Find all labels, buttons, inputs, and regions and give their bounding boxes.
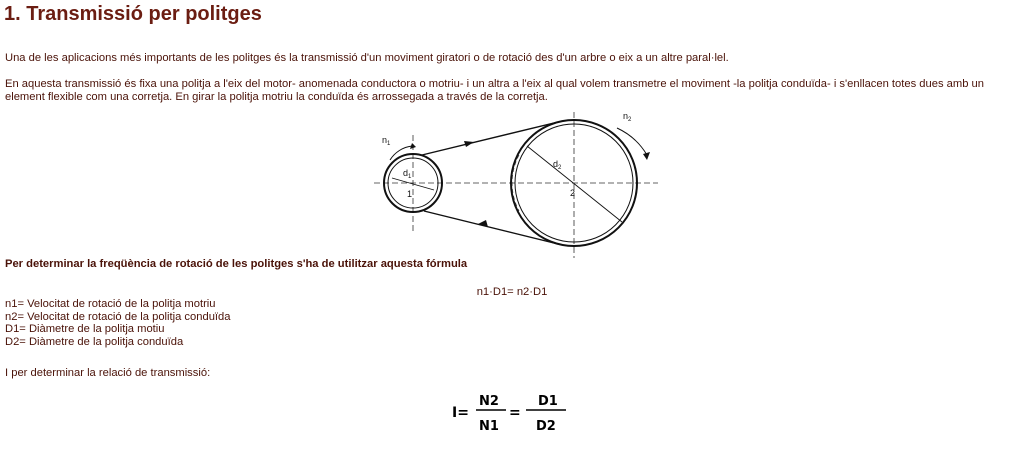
ratio-intro: I per determinar la relació de transmissió: (5, 367, 211, 379)
description-paragraph: En aquesta transmissió és fixa una politja a l'eix del motor- anomenada conductora o motriu- i un altra a l'eix al qual volem transmetre el moviment -la politja conduïda- i s'enllacen totes dues amb un element flexible com una corretja. En girar la politja motriu la conduïda és arrossegada a través de la corretja. (5, 78, 984, 103)
page-title: 1. Transmissió per politges (4, 3, 262, 25)
ratio-den-n1: N1 (479, 419, 499, 434)
ratio-den-d2: D2 (536, 419, 556, 434)
variable-n1: n1= Velocitat de rotació de la politja motriu (5, 298, 216, 310)
variable-d2: D2= Diàmetre de la politja conduïda (5, 335, 184, 348)
label-center-2: 2 (570, 188, 576, 198)
variable-n2: n2= Velocitat de rotació de la politja conduïda (5, 310, 231, 323)
ratio-num-n2: N2 (479, 394, 499, 409)
label-n2: $n_2$ (623, 111, 632, 123)
belt-bottom (424, 211, 562, 245)
belt-top-arrow (464, 141, 474, 147)
ratio-lhs: I= (452, 405, 469, 421)
n2-arrowhead (643, 152, 650, 160)
variable-d1: D1= Diàmetre de la politja motiu (5, 323, 165, 335)
ratio-equals: = (509, 405, 521, 421)
label-d1: $d_1$ (403, 168, 412, 180)
label-n1: $n_1$ (382, 135, 391, 147)
label-d2: $d_2$ (553, 159, 562, 171)
rotation-formula: n1·D1= n2·D1 (476, 286, 548, 298)
belt-top (422, 122, 558, 155)
rotation-heading: Per determinar la freqüència de rotació de les politges s'ha de utilitzar aquesta fórmula (5, 258, 468, 270)
intro-paragraph: Una de les aplicacions més importants de les politges és la transmissió d'un moviment giratori o de rotació des d'un arbre o eix a un altre paral·lel. (5, 52, 729, 64)
variable-list (5, 298, 230, 348)
ratio-num-d1: D1 (538, 394, 558, 409)
d1-line (392, 178, 434, 190)
pulley-diagram (372, 110, 662, 260)
label-center-1: 1 (407, 189, 413, 199)
transmission-ratio-formula (452, 388, 572, 438)
d2-line (527, 146, 622, 222)
